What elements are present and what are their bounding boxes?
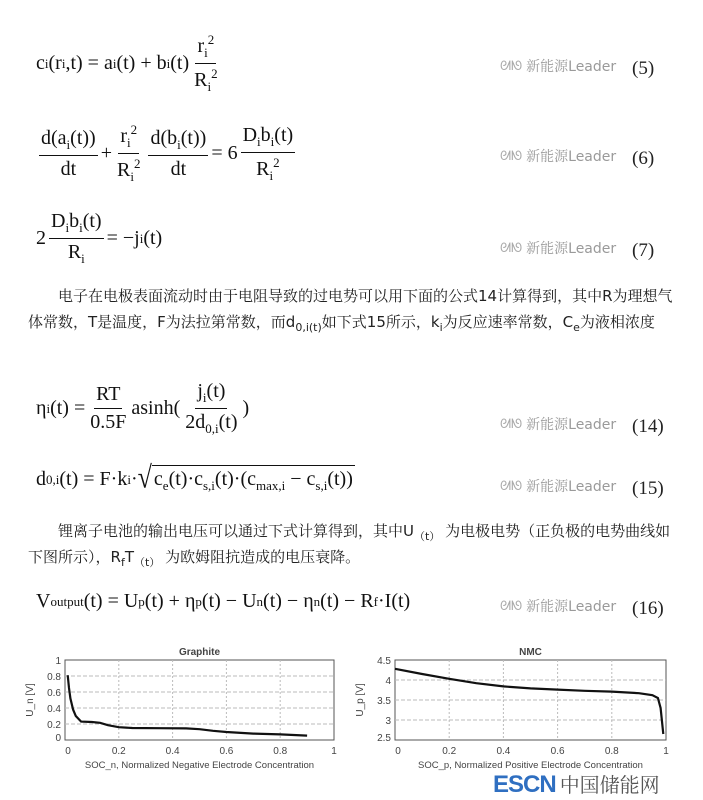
- paragraph-output-voltage: [28, 518, 683, 570]
- eq-sub: i: [130, 169, 134, 184]
- equation-number: (5): [632, 58, 655, 79]
- eq-text: (t): [274, 123, 294, 146]
- eq-sub: output: [50, 593, 84, 609]
- eq-text: = −j: [106, 227, 140, 249]
- eq-sub: i: [270, 133, 275, 149]
- x-tick-label: 1: [331, 746, 337, 757]
- eq-text: +: [100, 142, 112, 164]
- x-axis-label: SOC_p, Normalized Positive Electrode Concentration: [418, 760, 643, 771]
- x-tick-label: 0: [395, 746, 401, 757]
- x-tick-label: 1: [663, 746, 669, 757]
- eq-sub: n: [256, 593, 264, 609]
- equation-6: [36, 122, 298, 185]
- text: （t）: [133, 556, 161, 569]
- equation-16: [36, 590, 410, 613]
- text: e: [573, 321, 580, 334]
- denominator: [169, 156, 189, 181]
- y-tick-label: 1: [55, 656, 61, 667]
- eq-text: = 6: [211, 142, 238, 164]
- eq-text: (t) + η: [144, 590, 196, 612]
- chart-title: NMC: [519, 647, 542, 658]
- eq-text: (t) − η: [263, 590, 314, 612]
- escn-logo: [493, 772, 660, 798]
- graphite-chart: [0, 640, 350, 772]
- fraction: [39, 127, 98, 181]
- eq-text: (t)): [70, 126, 96, 149]
- eq-sub: i: [202, 390, 207, 405]
- eq-text: dt: [170, 157, 187, 180]
- eq-text: (t) = F·k: [59, 468, 128, 490]
- radical-sign: √: [137, 459, 152, 495]
- watermark: [500, 416, 622, 434]
- eq-sub: s,i: [315, 478, 328, 493]
- x-tick-label: 0.4: [496, 746, 511, 757]
- denominator: [192, 64, 219, 95]
- numerator: [241, 124, 296, 153]
- watermark-text: 新能源Leader: [526, 241, 617, 257]
- y-tick-label: 0.2: [47, 720, 61, 731]
- y-tick-label: 0: [55, 733, 61, 744]
- eq-text: RT: [96, 383, 121, 405]
- eq-text: (t) − R: [320, 590, 374, 612]
- wechat-icon: ᘛᘚ: [500, 149, 523, 164]
- eq-text: D: [51, 210, 66, 232]
- equation-number: (7): [632, 240, 655, 261]
- y-tick-label: 3.5: [377, 696, 391, 707]
- eq-sub: i: [127, 135, 131, 150]
- watermark: [500, 240, 622, 258]
- eq-sub: i: [44, 55, 49, 71]
- eq-sub: i: [61, 55, 66, 71]
- wechat-icon: ᘛᘚ: [500, 417, 523, 432]
- eq-text: 2: [36, 227, 46, 249]
- eq-sub: i: [81, 251, 85, 266]
- wechat-icon: ᘛᘚ: [500, 479, 523, 494]
- eq-sub: i: [207, 79, 212, 94]
- equation-number: (14): [632, 416, 664, 437]
- eq-sub: i: [65, 220, 70, 235]
- numerator: [118, 122, 139, 154]
- eq-sup: 2: [211, 66, 218, 81]
- eq-sub: i: [269, 167, 274, 183]
- eq-sub: i: [204, 45, 208, 60]
- watermark-text: 新能源Leader: [526, 59, 617, 75]
- eq-sub: n: [313, 593, 321, 609]
- plot-area: [65, 660, 334, 740]
- text: 0,i(t): [295, 321, 322, 334]
- eq-text: (t) =: [50, 397, 86, 419]
- eq-text: (t)): [327, 468, 353, 490]
- eq-text: b: [69, 210, 80, 232]
- denominator: [66, 239, 87, 267]
- eq-text: 0.5F: [90, 411, 127, 433]
- x-axis-label: SOC_n, Normalized Negative Electrode Concentration: [84, 760, 315, 771]
- eq-text: asinh(: [131, 397, 181, 419]
- watermark: [500, 58, 622, 76]
- y-axis-label: U_n [V]: [25, 683, 36, 717]
- eq-sub: 0,i: [46, 471, 60, 487]
- denominator: [115, 154, 142, 185]
- equation-14: [36, 380, 249, 437]
- denominator: [254, 153, 281, 184]
- paragraph-overpotential: [28, 283, 683, 335]
- denominator: [59, 156, 79, 181]
- eq-sub: p: [138, 593, 145, 609]
- eq-text: (t)·c: [168, 468, 203, 490]
- eq-text: ·: [130, 468, 138, 490]
- eq-text: j: [197, 380, 203, 402]
- equation-7: [36, 210, 162, 267]
- equation-number: (16): [632, 598, 664, 619]
- eq-text: (t)): [180, 126, 207, 149]
- eq-text: (t) − U: [201, 590, 257, 612]
- eq-text: (t)·(c: [214, 468, 256, 490]
- eq-text: R: [256, 157, 270, 180]
- nmc-chart: [350, 640, 703, 772]
- eq-text: dt: [60, 157, 77, 180]
- text: i: [439, 321, 443, 334]
- eq-text: (t): [170, 52, 190, 74]
- x-tick-label: 0.6: [550, 746, 565, 757]
- watermark-text: 新能源Leader: [526, 599, 617, 615]
- watermark: [500, 598, 622, 616]
- eq-text: (t): [82, 210, 102, 232]
- eq-text: (r: [48, 52, 62, 74]
- eq-text: η: [36, 397, 47, 419]
- fraction: [183, 380, 239, 437]
- numerator: [94, 383, 122, 409]
- eq-text: c: [36, 52, 45, 74]
- numerator: [195, 380, 227, 409]
- eq-sub: i: [177, 136, 181, 152]
- eq-text: D: [242, 123, 258, 146]
- escn-logo-name: 中国储能网: [559, 773, 660, 797]
- eq-text: V: [36, 590, 51, 612]
- eq-sup: 2: [273, 154, 280, 170]
- denominator: [183, 409, 239, 437]
- text: T: [124, 548, 134, 566]
- wechat-icon: ᘛᘚ: [500, 599, 523, 614]
- fraction: [49, 210, 104, 267]
- eq-sub: i: [112, 55, 117, 71]
- fraction: [115, 122, 142, 185]
- eq-text: (t) + b: [116, 52, 167, 74]
- eq-text: (t): [206, 380, 226, 402]
- watermark-text: 新能源Leader: [526, 479, 617, 495]
- eq-text: ·I(t): [378, 590, 411, 612]
- denominator: [88, 409, 128, 434]
- y-tick-label: 4: [385, 676, 391, 687]
- eq-text: − c: [285, 468, 316, 490]
- eq-text: R: [67, 241, 82, 263]
- escn-logo-brand: ESCN: [493, 771, 556, 798]
- numerator: [148, 127, 208, 156]
- eq-sub: i: [257, 133, 261, 149]
- x-tick-label: 0.4: [165, 746, 180, 757]
- numerator: [49, 210, 104, 239]
- eq-sub: i: [127, 471, 131, 487]
- y-tick-label: 0.6: [47, 688, 61, 699]
- radicand: [152, 465, 355, 494]
- eq-text: c: [153, 468, 163, 490]
- text: 如下式15所示，k: [321, 313, 440, 331]
- text: 电子在电极表面流动时由于电阻导致的过电势可以用下面的公式14计算得到，其中R为理想气体常数，T是温度，F为法拉第常数，而d: [28, 287, 673, 331]
- eq-text: d(a: [41, 126, 67, 149]
- eq-text: ): [242, 397, 250, 419]
- eq-text: (t): [143, 227, 163, 249]
- y-tick-label: 2.5: [377, 733, 391, 744]
- text: 为欧姆阻抗造成的电压衰降。: [160, 548, 361, 566]
- text: 锂离子电池的输出电压可以通过下式计算得到，其中U: [58, 522, 414, 540]
- eq-text: 2d: [185, 411, 206, 433]
- text: f: [120, 556, 125, 569]
- equation-number: (15): [632, 478, 664, 499]
- fraction: [192, 32, 219, 95]
- eq-sub: i: [79, 220, 83, 235]
- x-tick-label: 0.8: [273, 746, 288, 757]
- eq-text: ,t) = a: [65, 52, 113, 74]
- eq-sub: i: [139, 230, 144, 246]
- eq-text: d: [36, 468, 46, 490]
- eq-sub: i: [46, 400, 51, 416]
- square-root: [137, 459, 355, 495]
- x-tick-label: 0: [65, 746, 71, 757]
- eq-sup: 2: [130, 122, 138, 137]
- x-tick-label: 0.8: [604, 746, 619, 757]
- eq-sup: 2: [133, 156, 141, 171]
- eq-sub: 0,i: [205, 421, 219, 436]
- eq-sup: 2: [207, 32, 215, 47]
- eq-text: d(b: [150, 126, 178, 149]
- eq-sub: e: [162, 478, 169, 493]
- eq-sub: p: [195, 593, 202, 609]
- y-axis-label: U_p [V]: [355, 683, 366, 717]
- y-tick-label: 3: [385, 716, 391, 727]
- watermark: [500, 478, 622, 496]
- eq-text: r: [120, 125, 127, 147]
- watermark-text: 新能源Leader: [526, 149, 617, 165]
- x-tick-label: 0.2: [111, 746, 126, 757]
- eq-text: (t) = U: [83, 590, 139, 612]
- eq-text: b: [260, 123, 271, 146]
- text: （t）: [413, 530, 441, 543]
- eq-text: (t): [218, 411, 238, 433]
- wechat-icon: ᘛᘚ: [500, 241, 523, 256]
- wechat-icon: ᘛᘚ: [500, 59, 523, 74]
- y-tick-label: 0.4: [47, 704, 61, 715]
- text: 为反应速率常数，C: [442, 313, 574, 331]
- eq-sub: max,i: [256, 478, 286, 493]
- fraction: [88, 383, 128, 434]
- numerator: [195, 32, 216, 64]
- y-tick-label: 4.5: [377, 656, 391, 667]
- chart-title: Graphite: [178, 647, 221, 658]
- y-tick-label: 0.8: [47, 672, 61, 683]
- watermark: [500, 148, 622, 166]
- eq-sub: i: [166, 55, 171, 71]
- eq-sub: f: [373, 593, 378, 609]
- x-tick-label: 0.6: [219, 746, 234, 757]
- equation-number: (6): [632, 148, 655, 169]
- eq-sub: i: [66, 136, 71, 152]
- eq-text: R: [117, 159, 131, 181]
- fraction: [241, 124, 296, 184]
- text: 为液相浓度: [579, 313, 655, 331]
- equation-15: [36, 459, 355, 495]
- eq-sub: s,i: [203, 478, 215, 493]
- equation-5: [36, 32, 223, 95]
- x-tick-label: 0.2: [442, 746, 457, 757]
- watermark-text: 新能源Leader: [526, 417, 617, 433]
- eq-text: r: [197, 35, 205, 57]
- text: 为电极电势（正负极的电势曲线如下图所示），R: [28, 522, 671, 566]
- numerator: [39, 127, 98, 156]
- eq-text: R: [194, 69, 208, 91]
- fraction: [148, 127, 208, 181]
